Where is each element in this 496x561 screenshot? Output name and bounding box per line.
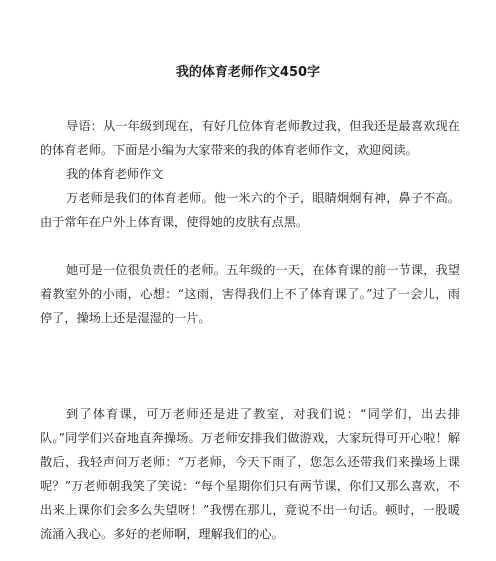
section-heading: 我的体育老师作文: [66, 167, 164, 181]
document-title: 我的体育老师作文450字: [175, 65, 321, 80]
body-paragraph-2: 她可是一位很负责任的老师。五年级的一天，在体育课的前一节课，我望着教室外的小雨，心想：“这雨，害得我们上不了体育课了。”过了一会儿，雨停了，操场上还是湿湿的一片。: [40, 263, 460, 325]
body-paragraph-1: 万老师是我们的体育老师。他一米六的个子，眼睛炯炯有神，鼻子不高。由于常年在户外上体育课，使得她的皮肤有点黑。: [40, 191, 460, 229]
intro-paragraph: 导语：从一年级到现在，有好几位体育老师教过我，但我还是最喜欢现在的体育老师。下面是小编为大家带来的我的体育老师作文，欢迎阅读。: [40, 119, 460, 157]
body-paragraph-3: 到了体育课，可万老师还是进了教室，对我们说：“同学们，出去排队。”同学们兴奋地直奔操场。万老师安排我们做游戏，大家玩得可开心啦！解散后，我轻声问万老师：“万老师，今天下雨了，您怎么还带我们来操场上课呢？”万老师朝我笑了笑说：“每个星期你们只有两节课，你们又那么喜欢，不出来上课你们会多么失望呀！”我愣在那儿，竟说不出一句话。顿时，一股暖流涌入我心。多好的老师啊，理解我们的心。: [40, 407, 460, 541]
